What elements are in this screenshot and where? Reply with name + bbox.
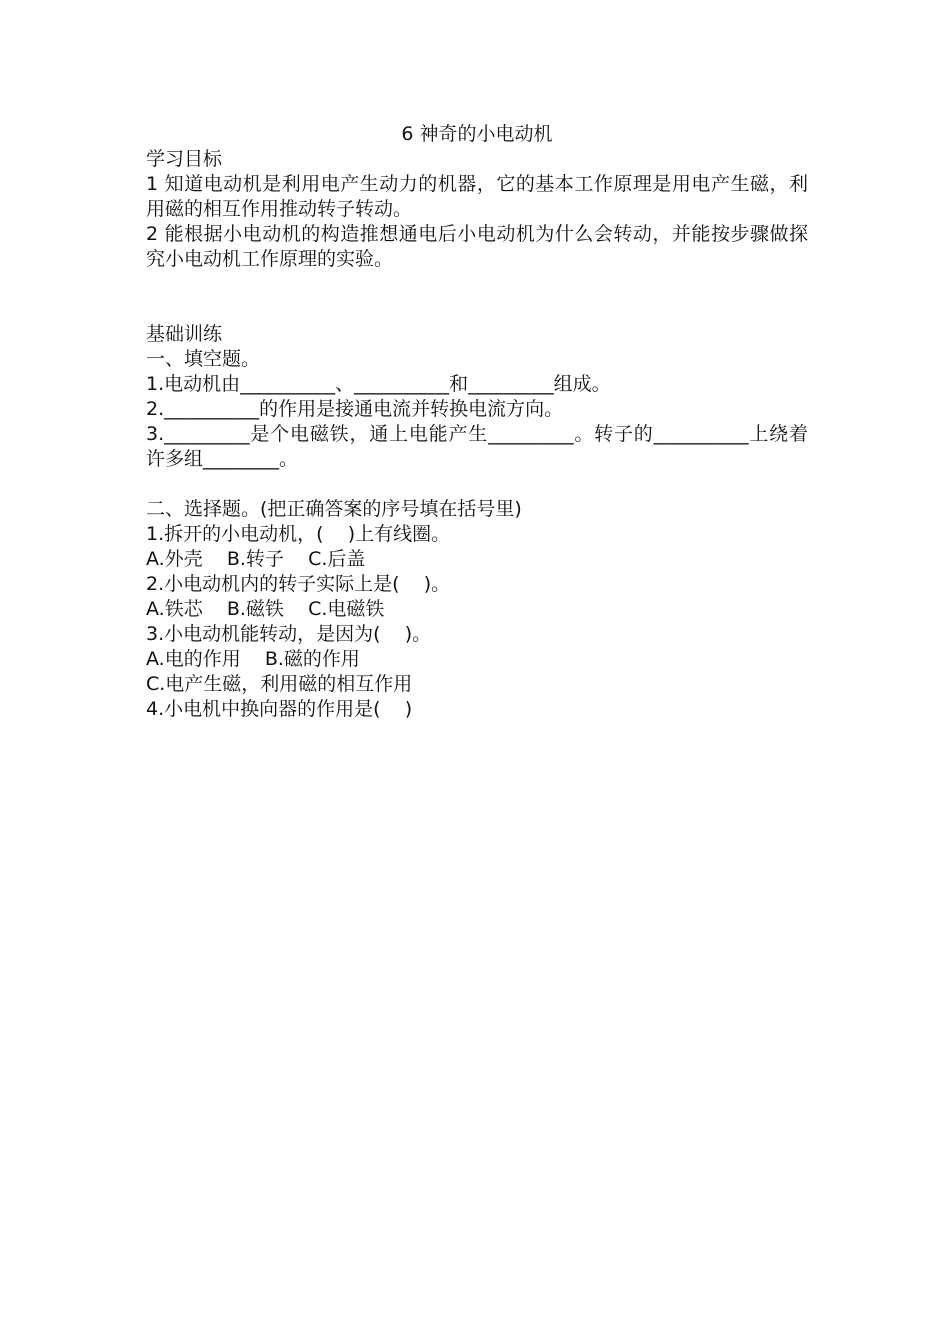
- section-spacer: [146, 272, 808, 297]
- multiple-choice-line: 4.小电机中换向器的作用是( ): [146, 698, 413, 720]
- training-heading: 基础训练: [146, 323, 223, 345]
- multiple-choice-line: A.外壳 B.转子 C.后盖: [146, 548, 366, 570]
- section-spacer: [146, 472, 808, 497]
- multiple-choice-line: A.铁芯 B.磁铁 C.电磁铁: [146, 598, 385, 620]
- section-spacer: [146, 297, 808, 322]
- objective-item: 2 能根据小电动机的构造推想通电后小电动机为什么会转动，并能按步骤做探究小电动机工作原理的实验。: [146, 223, 808, 270]
- objectives-heading: 学习目标: [146, 148, 223, 170]
- document-title: 6 神奇的小电动机: [401, 123, 553, 145]
- fill-blank-heading: 一、填空题。: [146, 348, 261, 370]
- multiple-choice-line: 3.小电动机能转动，是因为( )。: [146, 623, 432, 645]
- multiple-choice-line: 2.小电动机内的转子实际上是( )。: [146, 573, 451, 595]
- document-page: [146, 122, 808, 722]
- multiple-choice-heading: 二、选择题。(把正确答案的序号填在括号里): [146, 498, 522, 520]
- multiple-choice-line: A.电的作用 B.磁的作用: [146, 648, 360, 670]
- multiple-choice-line: C.电产生磁，利用磁的相互作用: [146, 673, 413, 695]
- fill-blank-question: 2.__________的作用是接通电流并转换电流方向。: [146, 398, 564, 420]
- fill-blank-question: 3._________是个电磁铁，通上电能产生_________。转子的__________上绕着许多组________。: [146, 423, 808, 470]
- objective-item: 1 知道电动机是利用电产生动力的机器，它的基本工作原理是用电产生磁，利用磁的相互作用推动转子转动。: [146, 173, 808, 220]
- fill-blank-question: 1.电动机由__________、__________和_________组成。: [146, 373, 611, 395]
- multiple-choice-line: 1.拆开的小电动机，( )上有线圈。: [146, 523, 451, 545]
